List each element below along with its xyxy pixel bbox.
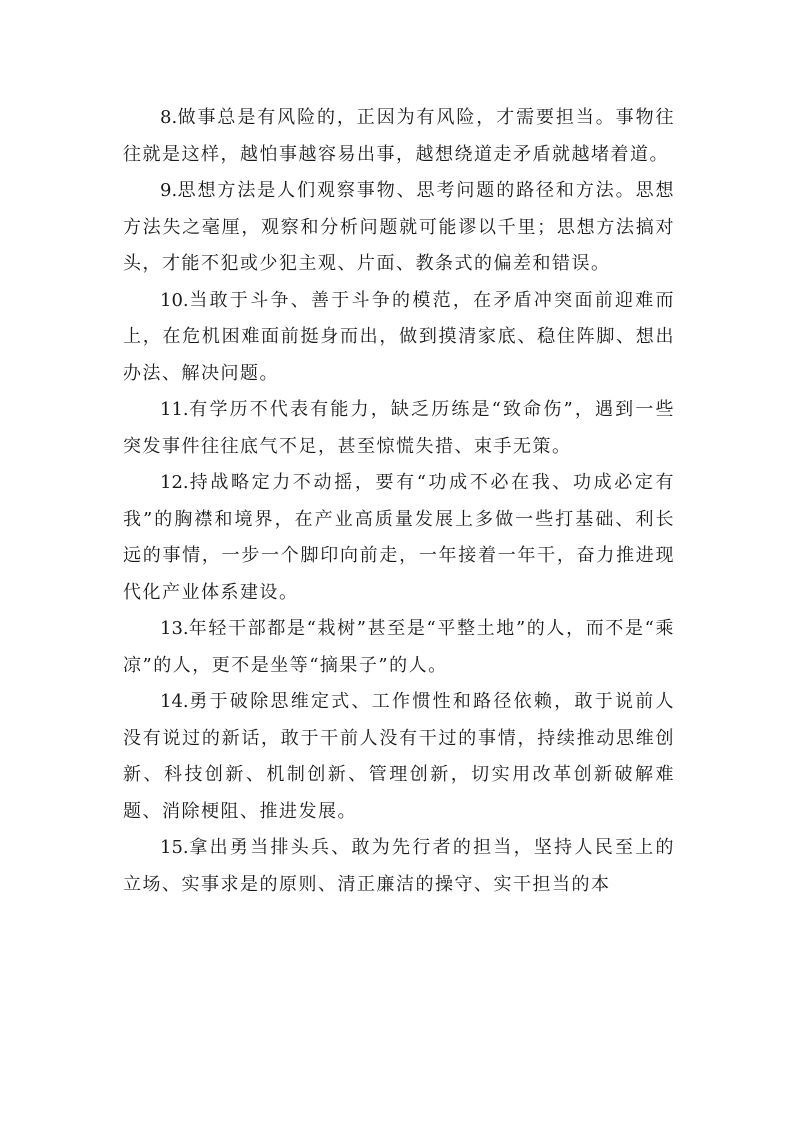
paragraph-10 [123, 283, 675, 393]
paragraph-text: 有学历不代表有能力，缺乏历练是“致命伤”，遇到一些突发事件往往底气不足，甚至惊慌失措、束手无策。 [123, 399, 675, 457]
paragraph-number: 9. [160, 180, 178, 201]
paragraph-number: 11. [160, 399, 189, 420]
paragraph-text: 年轻干部都是“栽树”甚至是“平整土地”的人，而不是“乘凉”的人，更不是坐等“摘果子”的人。 [123, 618, 675, 676]
paragraph-number: 14. [160, 691, 189, 712]
paragraph-number: 8. [160, 107, 178, 128]
paragraph-number: 15. [160, 837, 189, 858]
paragraph-9 [123, 173, 675, 283]
paragraph-text: 当敢于斗争、善于斗争的模范，在矛盾冲突面前迎难而上，在危机困难面前挺身而出，做到摸清家底、稳住阵脚、想出办法、解决问题。 [123, 289, 675, 384]
paragraph-text: 思想方法是人们观察事物、思考问题的路径和方法。思想方法失之毫厘，观察和分析问题就可能谬以千里；思想方法搞对头，才能不犯或少犯主观、片面、教条式的偏差和错误。 [123, 180, 675, 274]
paragraph-text: 拿出勇当排头兵、敢为先行者的担当，坚持人民至上的立场、实事求是的原则、清正廉洁的操守、实干担当的本 [123, 837, 675, 895]
document-body [123, 100, 675, 903]
paragraph-14 [123, 684, 675, 830]
paragraph-12 [123, 465, 675, 611]
paragraph-text: 持战略定力不动摇，要有“功成不必在我、功成必定有我”的胸襟和境界，在产业高质量发展上多做一些打基础、利长远的事情，一步一个脚印向前走，一年接着一年干，奋力推进现代化产业体系建设。 [123, 472, 675, 603]
paragraph-number: 13. [160, 618, 189, 639]
paragraph-number: 12. [160, 472, 189, 493]
paragraph-8 [123, 100, 675, 173]
paragraph-11 [123, 392, 675, 465]
paragraph-13 [123, 611, 675, 684]
paragraph-15 [123, 830, 675, 903]
paragraph-text: 勇于破除思维定式、工作惯性和路径依赖，敢于说前人没有说过的新话，敢于干前人没有干过的事情，持续推动思维创新、科技创新、机制创新、管理创新，切实用改革创新破解难题、消除梗阻、推进发展。 [123, 691, 675, 822]
paragraph-text: 做事总是有风险的，正因为有风险，才需要担当。事物往往就是这样，越怕事越容易出事，越想绕道走矛盾就越堵着道。 [123, 107, 675, 165]
paragraph-number: 10. [160, 289, 189, 311]
